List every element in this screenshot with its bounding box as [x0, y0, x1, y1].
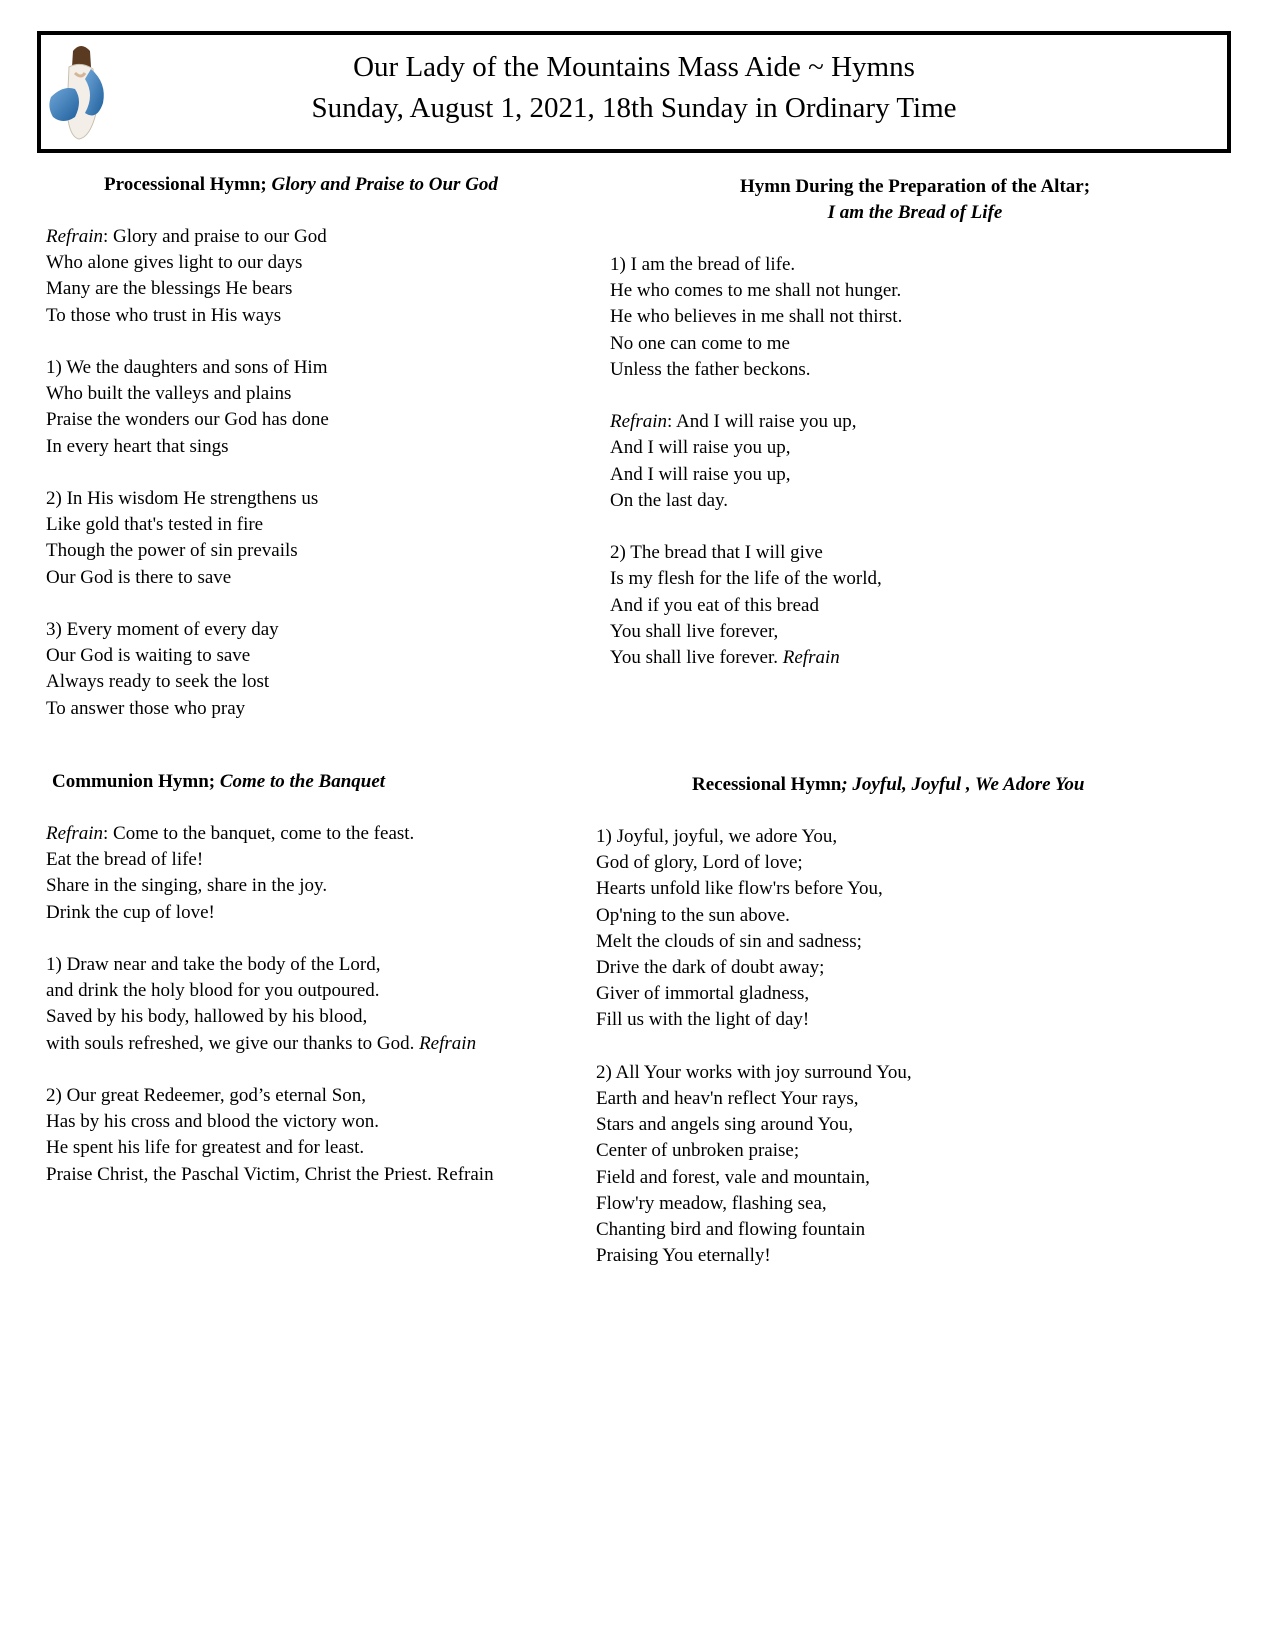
- lyric-line: Always ready to seek the lost: [46, 671, 270, 693]
- lyric-line: Earth and heav'n reflect Your rays,: [596, 1088, 859, 1110]
- lyric-line: To those who trust in His ways: [46, 304, 282, 326]
- recessional-verse-1: [596, 824, 912, 1034]
- lyric-line: 1) Joyful, joyful, we adore You,: [596, 826, 838, 847]
- processional-lyrics: [46, 224, 329, 722]
- header-box: [37, 31, 1231, 153]
- recessional-title: ; Joyful, Joyful , We Adore You: [841, 774, 1085, 795]
- header-date: Sunday, August 1, 2021, 18th Sunday in Ordinary Time: [311, 92, 957, 124]
- lyric-line: Saved by his body, hallowed by his blood,: [46, 1006, 368, 1028]
- preparation-refrain: [610, 409, 902, 514]
- lyric-line: Fill us with the light of day!: [596, 1009, 810, 1031]
- lyric-line: Melt the clouds of sin and sadness;: [596, 930, 862, 952]
- lyric-line: Hearts unfold like flow'rs before You,: [596, 878, 883, 900]
- lyric-line: Our God is waiting to save: [46, 645, 251, 667]
- communion-title: Come to the Banquet: [219, 771, 386, 792]
- communion-refrain: [46, 821, 494, 926]
- preparation-title: I am the Bread of Life: [827, 202, 1003, 223]
- communion-verse-1: [46, 952, 494, 1057]
- communion-lyrics: [46, 821, 494, 1188]
- lyric-line: Eat the bread of life!: [46, 849, 204, 871]
- communion-label: Communion Hymn;: [52, 771, 220, 792]
- lyric-line: Though the power of sin prevails: [46, 540, 298, 562]
- refrain-label: Refrain: [46, 823, 103, 844]
- lyric-line: 1) I am the bread of life.: [610, 254, 796, 275]
- lyric-line: Our God is there to save: [46, 566, 232, 588]
- lyric-line: Flow'ry meadow, flashing sea,: [596, 1192, 827, 1214]
- lyric-line: Share in the singing, share in the joy.: [46, 875, 328, 897]
- lyric-line: And I will raise you up,: [610, 463, 791, 485]
- lyric-line: : And I will raise you up,: [667, 411, 857, 433]
- lyric-line: 1) Draw near and take the body of the Lord,: [46, 954, 381, 975]
- header-title: Our Lady of the Mountains Mass Aide ~ Hymns: [353, 51, 915, 83]
- lyric-line: God of glory, Lord of love;: [596, 852, 803, 874]
- lyric-line: 2) Our great Redeemer, god’s eternal Son,: [46, 1085, 367, 1106]
- lyric-line: To answer those who pray: [46, 697, 246, 719]
- processional-heading: [104, 172, 498, 198]
- lyric-line: He who believes in me shall not thirst.: [610, 306, 903, 328]
- lyric-line: On the last day.: [610, 489, 729, 511]
- lyric-line: Praise Christ, the Paschal Victim, Christ the Priest. Refrain: [46, 1163, 494, 1185]
- lyric-line: Has by his cross and blood the victory won.: [46, 1111, 379, 1133]
- processional-title: Glory and Praise to Our God: [271, 174, 498, 195]
- lyric-line: He spent his life for greatest and for least.: [46, 1137, 365, 1159]
- processional-verse-3: [46, 617, 329, 722]
- lyric-line: Who alone gives light to our days: [46, 252, 303, 274]
- lyric-line: Giver of immortal gladness,: [596, 983, 810, 1005]
- lyric-line: Op'ning to the sun above.: [596, 904, 790, 926]
- lyric-line: Is my flesh for the life of the world,: [610, 568, 882, 590]
- lyric-line: 2) The bread that I will give: [610, 542, 823, 564]
- lyric-line: Praise the wonders our God has done: [46, 409, 329, 431]
- refrain-cue: Refrain: [782, 647, 840, 669]
- preparation-lyrics: [610, 252, 902, 671]
- lyric-line: Who built the valleys and plains: [46, 383, 292, 405]
- recessional-verse-2: [596, 1060, 912, 1270]
- preparation-heading: [610, 174, 1220, 226]
- communion-verse-2: [46, 1083, 494, 1188]
- recessional-lyrics: [596, 824, 912, 1269]
- lyric-line: You shall live forever,: [610, 620, 779, 642]
- lyric-line: 3) Every moment of every day: [46, 619, 279, 640]
- lyric-line: Chanting bird and flowing fountain: [596, 1219, 866, 1241]
- lyric-line: Many are the blessings He bears: [46, 278, 293, 300]
- preparation-label: Hymn During the Preparation of the Altar;: [739, 176, 1091, 197]
- refrain-label: Refrain: [610, 411, 667, 433]
- lyric-line: Field and forest, vale and mountain,: [596, 1166, 870, 1188]
- lyric-line: Drive the dark of doubt away;: [596, 957, 825, 979]
- lyric-line: with souls refreshed, we give our thanks to God.: [46, 1032, 420, 1054]
- lyric-line: You shall live forever.: [610, 647, 783, 669]
- lyric-line: No one can come to me: [610, 332, 790, 354]
- lyric-line: Like gold that's tested in fire: [46, 514, 264, 536]
- recessional-heading: [692, 772, 1085, 798]
- processional-refrain: [46, 224, 329, 329]
- refrain-label: Refrain: [46, 226, 103, 247]
- lyric-line: Stars and angels sing around You,: [596, 1114, 854, 1136]
- lyric-line: Praising You eternally!: [596, 1245, 771, 1267]
- lyric-line: He who comes to me shall not hunger.: [610, 280, 902, 302]
- lyric-line: Center of unbroken praise;: [596, 1140, 800, 1162]
- processional-verse-1: [46, 355, 329, 460]
- lyric-line: In every heart that sings: [46, 435, 229, 457]
- processional-verse-2: [46, 486, 329, 591]
- lyric-line: Drink the cup of love!: [46, 901, 215, 923]
- lyric-line: 2) All Your works with joy surround You,: [596, 1061, 912, 1083]
- lyric-line: 1) We the daughters and sons of Him: [46, 357, 328, 378]
- lyric-line: And I will raise you up,: [610, 437, 791, 459]
- lyric-line: Unless the father beckons.: [610, 358, 811, 380]
- refrain-cue: Refrain: [419, 1032, 477, 1054]
- lyric-line: : Come to the banquet, come to the feast.: [103, 823, 415, 844]
- lyric-line: : Glory and praise to our God: [103, 226, 327, 247]
- lyric-line: and drink the holy blood for you outpoured.: [46, 980, 380, 1002]
- communion-heading: [52, 769, 385, 795]
- preparation-verse-2: [610, 540, 902, 671]
- processional-label: Processional Hymn;: [104, 174, 272, 195]
- preparation-verse-1: [610, 252, 902, 383]
- lyric-line: 2) In His wisdom He strengthens us: [46, 488, 319, 509]
- recessional-label: Recessional Hymn: [692, 774, 842, 795]
- lyric-line: And if you eat of this bread: [610, 594, 819, 616]
